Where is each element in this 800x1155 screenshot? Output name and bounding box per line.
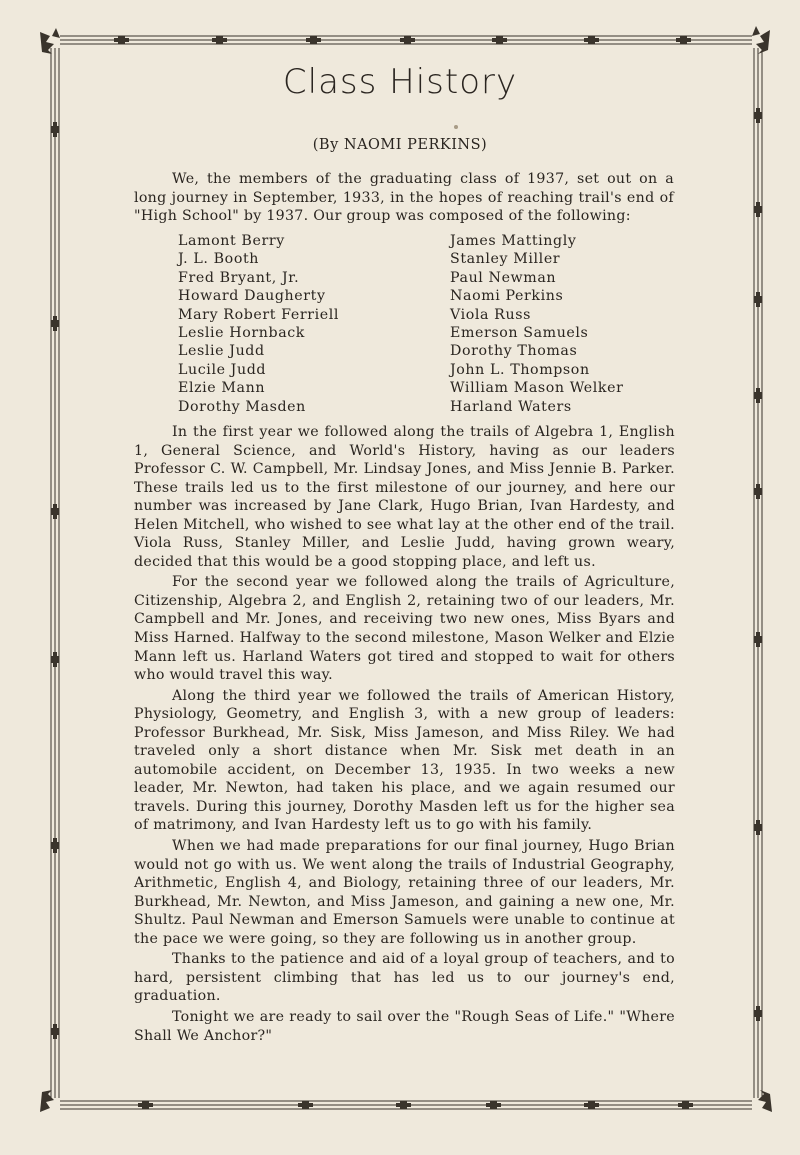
corner-ornament-top-right (752, 26, 770, 54)
intro-paragraph: We, the members of the graduating class of 1937, set out on a long journey in September, 1933, in the hopes of reaching trail's end of "High School" by 1937. Our group was composed of the following: (134, 171, 674, 225)
corner-ornament-bottom-right (758, 1090, 772, 1112)
member-name: Lucile Judd (178, 361, 267, 378)
member-name: Howard Daugherty (178, 288, 326, 305)
member-name: Leslie Judd (178, 343, 265, 360)
title-dot (454, 125, 458, 129)
corner-ornament-bottom-left (40, 1090, 54, 1112)
paragraph-thanks: Thanks to the patience and aid of a loyal group of teachers, and to hard, persistent climbing that has led us to our journey's end, graduation. (134, 951, 675, 1005)
paragraph-final-year: When we had made preparations for our final journey, Hugo Brian would not go with us. We went along the trails of Industrial Geography, Arithmetic, English 4, and Biology, retaining three of our leaders, Mr. Burkhead, Mr. Newton, and Miss Jameson, and gaining a new one, Mr. Shultz. Paul Newman and Emerson Samuels were unable to continue at the pace we were going, so they are following us in another group. (134, 838, 675, 947)
page-title: Class History (282, 62, 518, 102)
member-name: J. L. Booth (178, 251, 259, 268)
member-name: William Mason Welker (450, 380, 624, 397)
member-name: James Mattingly (450, 233, 577, 249)
member-name: Naomi Perkins (450, 288, 564, 305)
member-name: Emerson Samuels (450, 325, 589, 342)
member-name: Dorothy Thomas (450, 343, 578, 360)
member-name: Dorothy Masden (178, 398, 306, 415)
corner-ornament-top-left (40, 28, 60, 54)
member-name: Harland Waters (450, 398, 572, 415)
member-name: Leslie Hornback (178, 325, 305, 342)
paragraph-closing: Tonight we are ready to sail over the "Rough Seas of Life." "Where Shall We Anchor?" (134, 1008, 675, 1044)
member-name: Paul Newman (450, 269, 557, 286)
member-name: Stanley Miller (450, 251, 561, 268)
member-name: Viola Russ (450, 306, 531, 323)
member-name: Mary Robert Ferriell (178, 306, 340, 323)
paragraph-first-year: In the first year we followed along the trails of Algebra 1, English 1, General Science, and World's History, having as our leaders Professor C. W. Campbell, Mr. Lindsay Jones, and Miss Jennie B. Parker. These trails led us to the first milestone of our journey, and here our number was increased by Jane Clark, Hugo Brian, Ivan Hardesty, and Helen Mitchell, who wished to see what lay at the other end of the trail. Viola Russ, Stanley Miller, and Leslie Judd, having grown weary, decided that this would be a good stopping place, and left us. (134, 424, 675, 570)
member-name: Lamont Berry (178, 233, 285, 249)
author-byline: (By NAOMI PERKINS) (312, 137, 488, 153)
member-name: John L. Thompson (450, 361, 590, 378)
member-name: Elzie Mann (178, 380, 266, 397)
paragraph-third-year: Along the third year we followed the trails of American History, Physiology, Geometry, and English 3, with a new group of leaders: Professor Burkhead, Mr. Sisk, Miss Jameson, and Miss Riley. We had traveled only a short distance when Mr. Sisk met death in an automobile accident, on December 13, 1935. In two weeks a new leader, Mr. Newton, had taken his place, and we again resumed our travels. During this journey, Dorothy Masden left us for the higher sea of matrimony, and Ivan Hardesty left us to go with his family. (134, 687, 675, 834)
member-name: Fred Bryant, Jr. (178, 269, 300, 286)
paragraph-second-year: For the second year we followed along the trails of Agriculture, Citizenship, Algebra 2, and English 2, retaining two of our leaders, Mr. Campbell and Mr. Jones, and receiving two new ones, Miss Byars and Miss Harned. Halfway to the second milestone, Mason Welker and Elzie Mann left us. Harland Waters got tired and stopped to wait for others who would travel this way. (134, 574, 675, 684)
member-column-left (178, 232, 339, 416)
member-column-right (450, 232, 624, 416)
history-body (134, 423, 675, 1047)
